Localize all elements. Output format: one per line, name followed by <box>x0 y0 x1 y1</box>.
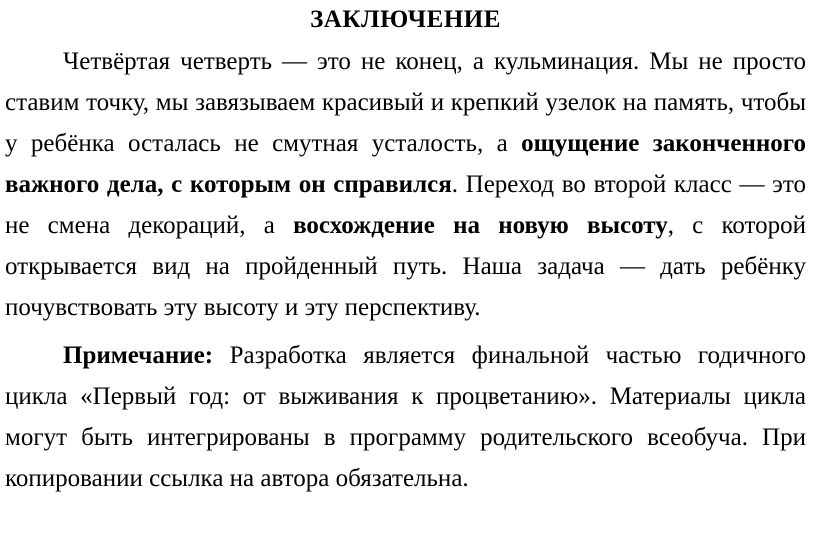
paragraph-text: . Переход во второй класс — это не смена декораций, а <box>5 171 806 239</box>
paragraph-text: , с которой открывается вид на пройденный путь. Наша задача — дать ребёнку почувствовать эту высоту и эту перспективу. <box>5 212 806 321</box>
conclusion-paragraph <box>5 41 806 328</box>
note-label: Примечание: <box>63 342 214 369</box>
note-text: Разработка является финальной частью годичного цикла «Первый год: от выживания к процветанию». Материалы цикла могут быть интегрированы в программу родительского всеобуча. При копировании ссылка на автора обязательна. <box>5 342 806 492</box>
paragraph-text: Четвёртая четверть — это не конец, а кульминация. Мы не просто ставим точку, мы завязываем красивый и крепкий узелок на память, чтобы у ребёнка осталась не смутная усталость, а <box>5 48 806 157</box>
note-paragraph <box>5 335 806 499</box>
bold-phrase-new-height: восхождение на новую высоту <box>293 212 668 239</box>
bold-phrase-accomplishment: ощущение законченного важного дела, с которым он справился <box>5 130 806 198</box>
document-title: ЗАКЛЮЧЕНИЕ <box>310 6 501 33</box>
